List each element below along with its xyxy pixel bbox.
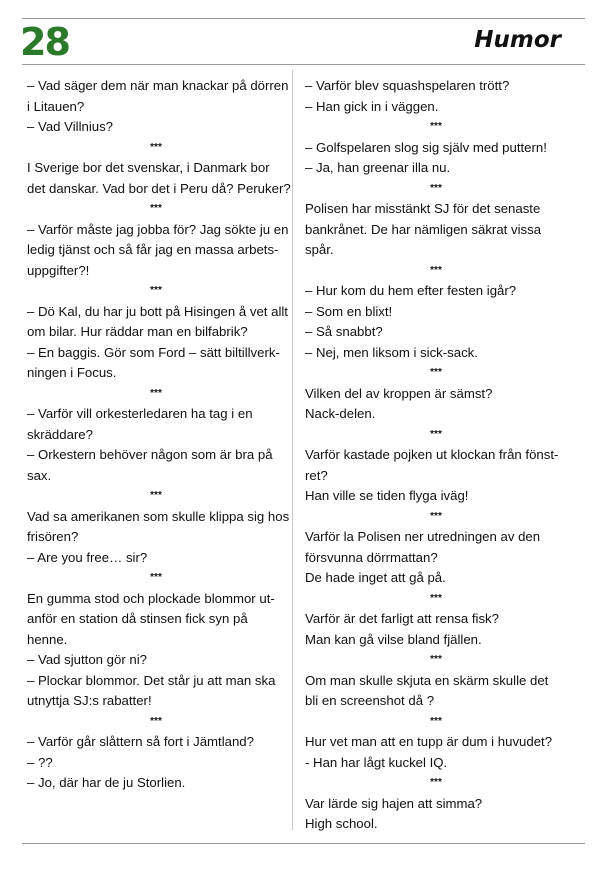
joke-line: Varför la Polisen ner utredningen av den [305, 529, 541, 544]
joke-line: – Varför vill orkesterledaren ha tag i en [27, 406, 253, 421]
joke-line: - Han har lågt kuckel IQ. [305, 754, 448, 770]
joke-separator: *** [430, 777, 442, 788]
joke-line: bankrånet. De har nämligen säkrat vissa [305, 221, 542, 237]
joke-line: – Som en blixt! [305, 303, 393, 319]
joke [27, 507, 290, 569]
joke-line: – Plockar blommor. Det står ju att man ska [27, 672, 276, 688]
joke-line: Varför kastade pojken ut klockan från fönst- [305, 447, 559, 462]
joke-line: – Varför blev squashspelaren trött? [305, 78, 510, 93]
joke-line: ningen i Focus. [27, 365, 117, 380]
joke [305, 76, 567, 117]
joke-line: – Jo, där har de ju Storlien. [27, 775, 186, 790]
joke [305, 138, 567, 179]
joke-line: anför en station då stinsen fick syn på [27, 611, 248, 626]
joke-line: spår. [305, 242, 334, 257]
page-number: 28 [20, 20, 69, 64]
joke-line: – Nej, men liksom i sick-sack. [305, 344, 478, 360]
header-rule [22, 64, 585, 65]
joke [27, 404, 285, 486]
joke-line: försvunna dörrmattan? [305, 549, 438, 565]
joke-line: – Ja, han greenar illa nu. [305, 160, 451, 175]
joke-separator: *** [430, 367, 442, 378]
joke-line: Vad sa amerikanen som skulle klippa sig hos [27, 508, 290, 524]
joke-separator: *** [150, 572, 162, 583]
section-title: Humor [474, 27, 561, 53]
joke-line: – Dö Kal, du har ju bott på Hisingen å vet allt [27, 303, 288, 319]
joke-separator: *** [430, 428, 442, 440]
joke [305, 794, 567, 835]
joke-separator: *** [150, 203, 162, 214]
joke-line: – ?? [27, 754, 53, 770]
joke [27, 732, 285, 794]
joke-line: – Vad sjutton gör ni? [27, 652, 147, 667]
joke [27, 76, 289, 138]
left-column [27, 76, 291, 794]
joke [305, 732, 567, 773]
joke [27, 589, 285, 712]
joke-line: Var lärde sig hajen att simma? [305, 795, 483, 811]
joke [27, 220, 289, 282]
joke-line: – Golfspelaren slog sig själv med puttern! [305, 139, 547, 155]
joke-line: bli en screenshot då ? [305, 693, 435, 708]
joke-line: – Orkestern behöver någon som är bra på [27, 447, 273, 462]
joke-line: De hade inget att gå på. [305, 570, 446, 585]
joke-separator: *** [150, 715, 162, 727]
joke-line: ret? [305, 467, 328, 483]
joke-line: – Varför går slåttern så fort i Jämtland? [27, 734, 254, 749]
joke-line: ledig tjänst och så får jag en massa arbets- [27, 242, 279, 257]
right-column [305, 76, 567, 835]
joke-line: uppgifter?! [27, 262, 90, 278]
joke [305, 199, 567, 261]
joke-separator: *** [430, 715, 442, 727]
joke-separator: *** [150, 285, 162, 296]
joke-line: Varför är det farligt att rensa fisk? [305, 611, 499, 626]
joke-separator: *** [430, 654, 442, 665]
joke-separator: *** [430, 592, 442, 604]
joke-line: I Sverige bor det svenskar, i Danmark bor [27, 160, 270, 175]
joke-line: om bilar. Hur räddar man en bilfabrik? [27, 324, 248, 339]
joke-separator: *** [150, 141, 162, 153]
joke-line: – Varför måste jag jobba för? Jag sökte ju en [27, 221, 289, 237]
joke [27, 158, 291, 199]
joke-line: En gumma stod och plockade blommor ut- [27, 590, 275, 606]
joke-line: skräddare? [27, 426, 93, 442]
joke-line: – Vad Villnius? [27, 119, 114, 134]
joke-line: High school. [305, 816, 378, 831]
column-divider [292, 70, 293, 830]
joke-line: Nack-delen. [305, 406, 376, 421]
joke-line: Polisen har misstänkt SJ för det senaste [305, 201, 541, 216]
joke [27, 302, 288, 384]
joke-line: – Hur kom du hem efter festen igår? [305, 283, 517, 298]
joke-line: Man kan gå vilse bland fjällen. [305, 631, 482, 647]
joke-line: i Litauen? [27, 98, 85, 114]
joke-separator: *** [430, 264, 442, 276]
joke [305, 671, 567, 712]
top-rule [22, 18, 585, 19]
joke [305, 527, 567, 589]
joke-separator: *** [430, 510, 442, 522]
joke-separator: *** [150, 387, 162, 399]
joke-line: – Vad säger dem när man knackar på dörren [27, 78, 289, 93]
bottom-rule [22, 843, 585, 844]
joke [305, 384, 567, 425]
joke [305, 609, 567, 650]
joke-line: det danskar. Vad bor det i Peru då? Peruker? [27, 180, 291, 196]
joke-separator: *** [430, 182, 442, 194]
joke-line: – En baggis. Gör som Ford – sätt biltillverk- [27, 344, 280, 360]
joke-line: henne. [27, 631, 68, 647]
joke [305, 445, 567, 507]
joke-line: Han ville se tiden flyga iväg! [305, 488, 469, 503]
joke-line: utnyttja SJ:s rabatter! [27, 693, 152, 708]
joke-line: sax. [27, 467, 52, 483]
joke-line: Hur vet man att en tupp är dum i huvudet? [305, 734, 553, 749]
joke-line: Om man skulle skjuta en skärm skulle det [305, 672, 549, 688]
joke-line: – Are you free… sir? [27, 549, 148, 565]
joke-line: – Han gick in i väggen. [305, 98, 439, 114]
joke-separator: *** [430, 121, 442, 132]
joke [305, 281, 567, 363]
joke-line: – Så snabbt? [305, 324, 383, 339]
joke-separator: *** [150, 490, 162, 501]
joke-line: Vilken del av kroppen är sämst? [305, 385, 493, 401]
joke-line: frisören? [27, 529, 79, 544]
